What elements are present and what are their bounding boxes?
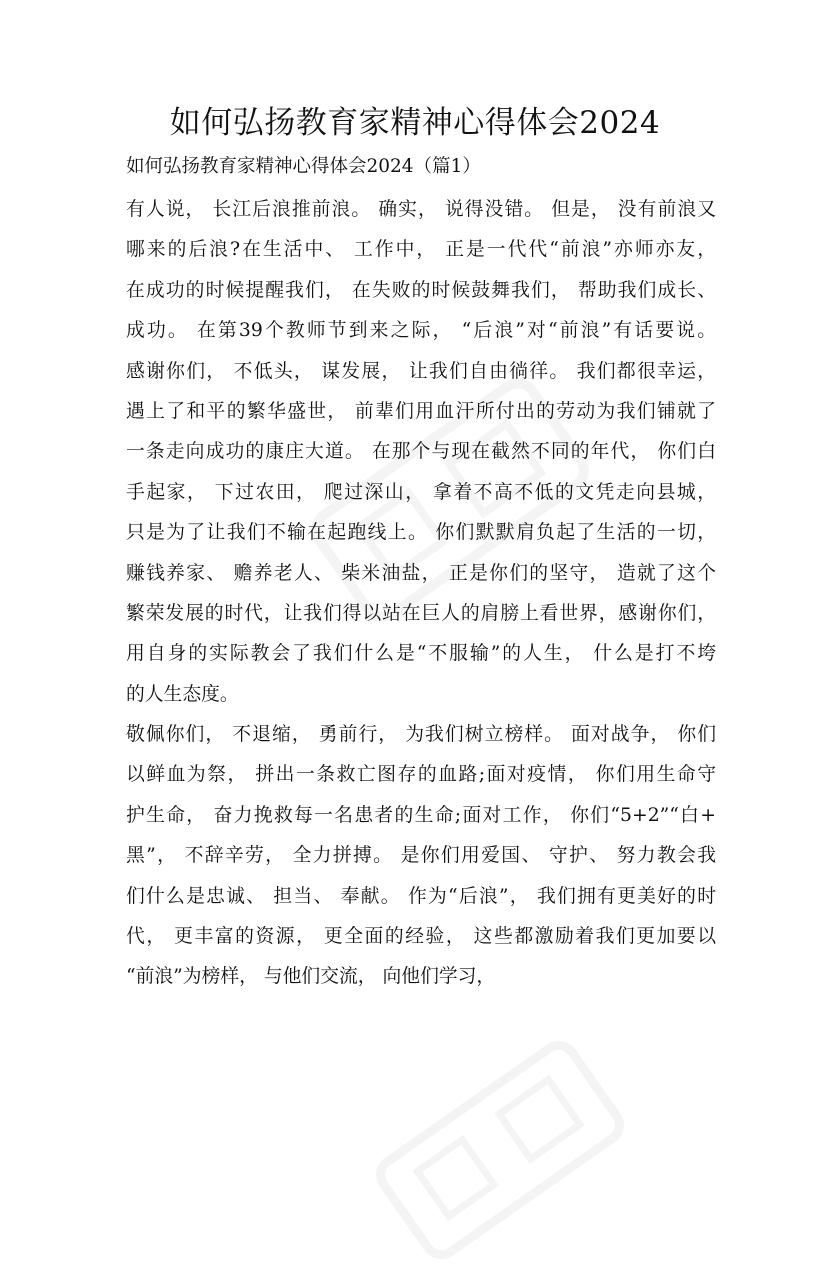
paragraph-line: “前浪”为榜样， 与他们交流， 向他们学习， — [126, 966, 496, 988]
paragraph-line: 有人说， 长江后浪推前浪。 确实， 说得没错。 但是， 没有前浪又 — [126, 199, 716, 220]
paragraph-line: 们什么是忠诚、 担当、 奉献。 作为“后浪”， 我们拥有更美好的时 — [126, 885, 716, 907]
paragraph-line: 的人生态度。 — [126, 683, 239, 705]
paragraph-line: 成功。 在第39个教师节到来之际， “后浪”对“前浪”有话要说。 — [126, 320, 716, 342]
watermark-icon-bottom — [353, 1018, 646, 1282]
paragraph-line: 代， 更丰富的资源， 更全面的经验， 这些都激励着我们更加要以 — [126, 926, 716, 948]
paragraph-line: 感谢你们， 不低头， 谋发展， 让我们自由徜徉。 我们都很幸运， — [126, 360, 716, 382]
paragraph-line: 一条走向成功的康庄大道。 在那个与现在截然不同的年代， 你们白 — [126, 441, 716, 463]
paragraph-line: 以鲜血为祭， 拼出一条救亡图存的血路;面对疫情， 你们用生命守 — [126, 764, 716, 786]
paragraph-line: 护生命， 奋力挽救每一名患者的生命;面对工作， 你们“5+2”“白+ — [126, 804, 716, 826]
paragraph-line: 用自身的实际教会了我们什么是“不服输”的人生， 什么是打不垮 — [126, 643, 716, 665]
paragraph-line: 只是为了让我们不输在起跑线上。 你们默默肩负起了生活的一切， — [126, 522, 716, 544]
paragraph-line: 繁荣发展的时代，让我们得以站在巨人的肩膀上看世界，感谢你们， — [126, 602, 716, 624]
paragraph-2 — [126, 715, 716, 998]
paragraph-line: 赚钱养家、 赡养老人、 柴米油盐， 正是你们的坚守， 造就了这个 — [126, 562, 716, 584]
paragraph-line: 黑”， 不辞辛劳， 全力拼搏。 是你们用爱国、 守护、 努力教会我 — [126, 845, 716, 867]
document-subtitle: 如何弘扬教育家精神心得体会2024（篇1） — [126, 156, 481, 177]
paragraph-line: 在成功的时候提醒我们， 在失败的时候鼓舞我们， 帮助我们成长、 — [126, 279, 716, 301]
paragraph-line: 敬佩你们， 不退缩， 勇前行， 为我们树立榜样。 面对战争， 你们 — [126, 724, 716, 746]
paragraph-line: 手起家， 下过农田， 爬过深山， 拿着不高不低的文凭走向县城， — [126, 481, 716, 503]
paragraph-line: 哪来的后浪?在生活中、 工作中， 正是一代代“前浪”亦师亦友， — [126, 239, 716, 261]
paragraph-line: 遇上了和平的繁华盛世， 前辈们用血汗所付出的劳动为我们铺就了 — [126, 400, 716, 422]
document-body — [126, 190, 716, 998]
paragraph-1 — [126, 190, 716, 715]
document-title: 如何弘扬教育家精神心得体会2024 — [169, 105, 661, 141]
